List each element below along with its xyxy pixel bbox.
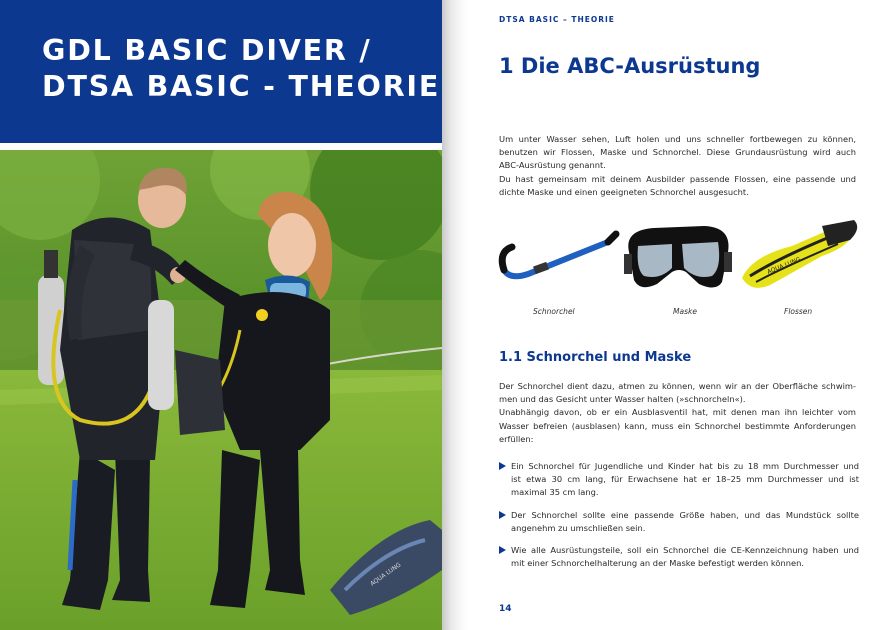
caption-snorkel: Schnorchel <box>533 307 575 316</box>
fin-brand-text: AQUA LUNG <box>766 255 802 276</box>
section-line: Wasser befreien (ausblasen) kann, muss ein Schnorchel bestimmte Anforderungen <box>499 420 856 431</box>
mask-icon <box>624 226 732 288</box>
bullet-triangle-icon <box>499 546 506 554</box>
left-page <box>0 0 442 630</box>
section-paragraph <box>499 380 856 446</box>
section-line: erfüllen: <box>499 433 534 444</box>
running-head: DTSA BASIC – THEORIE <box>499 15 615 24</box>
intro-line: Du hast gemeinsam mit deinem Ausbilder passende Flossen, eine passende und <box>499 173 856 184</box>
fin-logo-text: AQUA LUNG <box>369 561 403 588</box>
bullet-triangle-icon <box>499 511 506 519</box>
book-title-line-2: DTSA BASIC - THEORIE <box>42 70 441 103</box>
book-title-line-1: GDL BASIC DIVER / <box>42 34 372 67</box>
chapter-title: 1 Die ABC-Ausrüstung <box>499 54 761 78</box>
page-gutter <box>442 0 468 630</box>
list-item <box>499 544 859 570</box>
page-number: 14 <box>499 604 512 614</box>
list-item <box>499 509 859 535</box>
section-title: 1.1 Schnorchel und Maske <box>499 350 692 365</box>
intro-line: dichte Maske und einen geeigneten Schnorchel ausgesucht. <box>499 186 749 197</box>
equipment-figure <box>496 212 860 322</box>
intro-paragraph <box>499 133 856 199</box>
fins-icon <box>742 220 857 288</box>
bullet-line: Wie alle Ausrüstungsteile, soll ein Schnorchel die CE-Kennzeichnung haben und <box>511 545 859 556</box>
requirements-list <box>499 460 859 579</box>
bullet-line: ist etwa 30 cm lang, für Erwachsene hat er 18–25 mm Durchmesser und ist <box>511 474 859 485</box>
list-item <box>499 460 859 500</box>
intro-line: benutzen wir Flossen, Maske und Schnorchel. Diese Grundausrüstung wird auch <box>499 147 856 158</box>
snorkel-icon <box>502 234 616 276</box>
divers-photo <box>0 150 442 630</box>
bullet-triangle-icon <box>499 462 506 470</box>
bullet-line: maximal 35 cm lang. <box>511 487 599 498</box>
title-block <box>0 0 442 143</box>
section-line: Der Schnorchel dient dazu, atmen zu können, wenn wir an der Oberfläche schwim- <box>499 381 856 391</box>
intro-line: Um unter Wasser sehen, Luft holen und uns schneller fortbewegen zu können, <box>499 134 856 144</box>
section-line: Unabhängig davon, ob er ein Ausblasventil hat, mit denen man ihn leichter vom <box>499 407 856 418</box>
bullet-line: angenehm zu umschließen sein. <box>511 522 646 533</box>
bullet-line: Ein Schnorchel für Jugendliche und Kinder hat bis zu 18 mm Durchmesser und <box>511 461 859 471</box>
caption-mask: Maske <box>673 307 697 316</box>
bullet-line: Der Schnorchel sollte eine passende Größe haben, und das Mundstück sollte <box>511 509 859 520</box>
caption-fins: Flossen <box>784 307 813 316</box>
bullet-line: mit einer Schnorchelhalterung an der Maske befestigt werden können. <box>511 558 804 569</box>
section-line: men und das Gesicht unter Wasser halten (»schnorcheln«). <box>499 394 746 405</box>
intro-line: ABC-Ausrüstung genannt. <box>499 160 606 171</box>
